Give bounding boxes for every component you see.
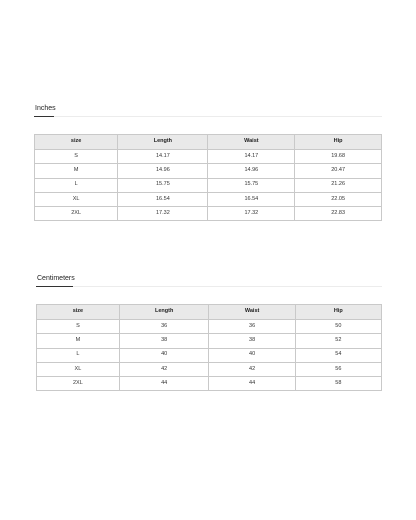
cell-hip: 19.68 bbox=[295, 150, 382, 164]
cell-hip: 21.26 bbox=[295, 178, 382, 192]
cell-length: 14.96 bbox=[118, 164, 208, 178]
cell-size: XL bbox=[37, 362, 120, 376]
cell-size: L bbox=[35, 178, 118, 192]
table-row bbox=[37, 334, 382, 348]
table-header-row bbox=[37, 305, 382, 320]
cell-size: 2XL bbox=[37, 377, 120, 391]
cell-length: 38 bbox=[119, 334, 209, 348]
cell-size: S bbox=[35, 150, 118, 164]
inches-section bbox=[34, 104, 382, 221]
header-hip: Hip bbox=[295, 305, 381, 320]
cell-size: XL bbox=[35, 192, 118, 206]
header-length: Length bbox=[118, 135, 208, 150]
cell-length: 17.32 bbox=[118, 207, 208, 221]
cell-size: S bbox=[37, 320, 120, 334]
cell-size: L bbox=[37, 348, 120, 362]
table-row bbox=[35, 164, 382, 178]
cell-waist: 16.54 bbox=[208, 192, 295, 206]
table-row bbox=[37, 320, 382, 334]
cell-waist: 42 bbox=[209, 362, 295, 376]
cell-hip: 20.47 bbox=[295, 164, 382, 178]
centimeters-size-table bbox=[36, 304, 382, 391]
tab-underline bbox=[36, 286, 382, 287]
active-tab-indicator bbox=[36, 286, 73, 288]
cell-hip: 56 bbox=[295, 362, 381, 376]
cell-waist: 38 bbox=[209, 334, 295, 348]
inches-size-table bbox=[34, 134, 382, 221]
header-length: Length bbox=[119, 305, 209, 320]
active-tab-indicator bbox=[34, 116, 54, 118]
cell-size: M bbox=[37, 334, 120, 348]
cell-size: 2XL bbox=[35, 207, 118, 221]
cell-waist: 17.32 bbox=[208, 207, 295, 221]
centimeters-section bbox=[36, 274, 382, 391]
cell-size: M bbox=[35, 164, 118, 178]
cell-waist: 15.75 bbox=[208, 178, 295, 192]
header-waist: Waist bbox=[208, 135, 295, 150]
cell-waist: 14.17 bbox=[208, 150, 295, 164]
table-row bbox=[37, 348, 382, 362]
header-size: size bbox=[37, 305, 120, 320]
header-waist: Waist bbox=[209, 305, 295, 320]
cell-length: 15.75 bbox=[118, 178, 208, 192]
cell-hip: 50 bbox=[295, 320, 381, 334]
cell-waist: 14.96 bbox=[208, 164, 295, 178]
header-hip: Hip bbox=[295, 135, 382, 150]
cell-length: 40 bbox=[119, 348, 209, 362]
cell-hip: 22.05 bbox=[295, 192, 382, 206]
table-header-row bbox=[35, 135, 382, 150]
cell-length: 14.17 bbox=[118, 150, 208, 164]
cell-hip: 58 bbox=[295, 377, 381, 391]
cell-waist: 36 bbox=[209, 320, 295, 334]
table-row bbox=[35, 192, 382, 206]
table-row bbox=[37, 377, 382, 391]
table-row bbox=[37, 362, 382, 376]
cell-length: 16.54 bbox=[118, 192, 208, 206]
table-row bbox=[35, 178, 382, 192]
tab-inches[interactable]: Inches bbox=[35, 105, 56, 112]
tab-underline bbox=[34, 116, 382, 117]
table-row bbox=[35, 207, 382, 221]
cell-hip: 22.83 bbox=[295, 207, 382, 221]
cell-waist: 44 bbox=[209, 377, 295, 391]
cell-length: 42 bbox=[119, 362, 209, 376]
table-row bbox=[35, 150, 382, 164]
tab-centimeters[interactable]: Centimeters bbox=[37, 275, 75, 282]
header-size: size bbox=[35, 135, 118, 150]
cell-length: 44 bbox=[119, 377, 209, 391]
cell-waist: 40 bbox=[209, 348, 295, 362]
cell-hip: 52 bbox=[295, 334, 381, 348]
cell-length: 36 bbox=[119, 320, 209, 334]
cell-hip: 54 bbox=[295, 348, 381, 362]
